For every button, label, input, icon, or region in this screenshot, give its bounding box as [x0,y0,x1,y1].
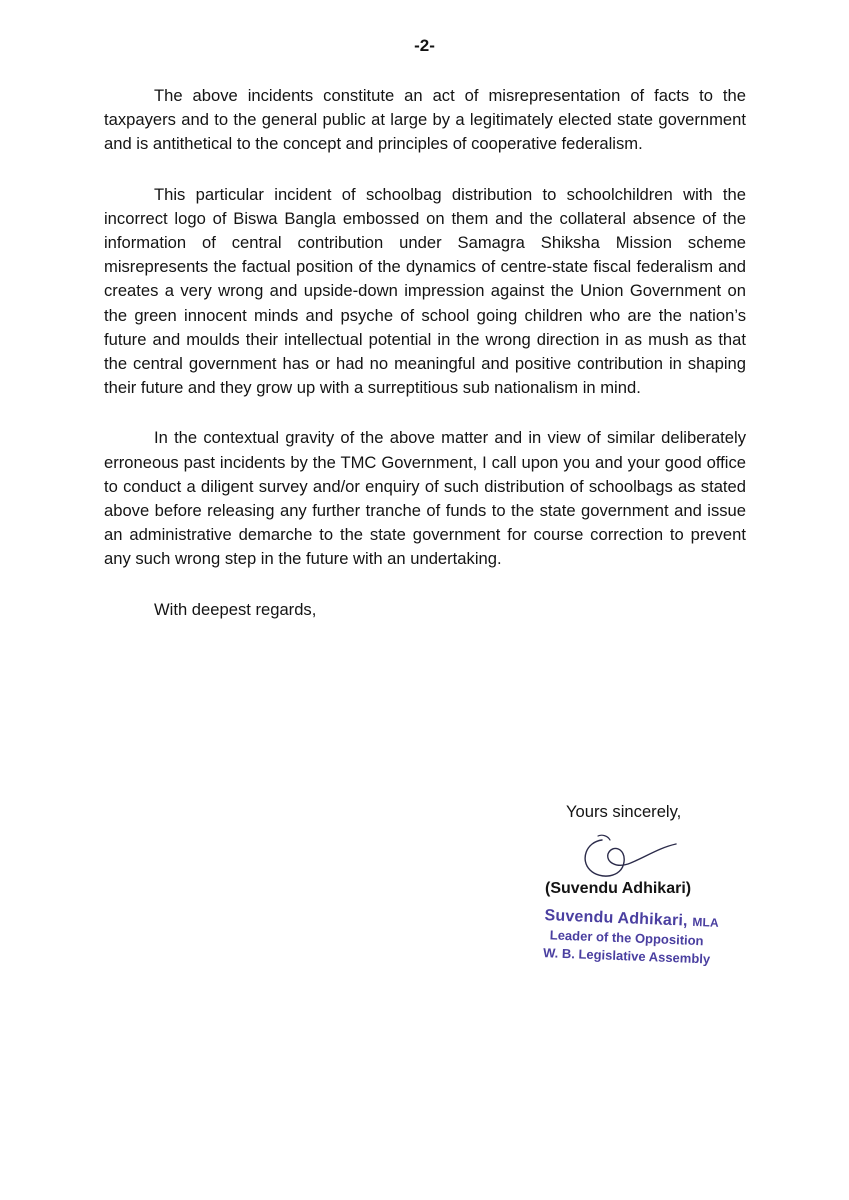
stamp-suffix: MLA [692,914,720,930]
official-stamp [538,904,741,984]
letter-body [104,84,746,622]
signoff-text: Yours sincerely, [566,802,682,821]
paragraph-1: The above incidents constitute an act of misrepresentation of facts to the taxpayers and to the general public at large by a legitimately elected state government and is antithetical to the concept and principles of cooperative federalism. [104,86,746,154]
handwritten-signature [572,826,682,888]
page-number: -2- [414,36,435,55]
stamp-title: Leader of the Opposition [549,927,704,949]
signatory-name: (Suvendu Adhikari) [545,880,692,897]
stamp-institution: W. B. Legislative Assembly [542,945,711,967]
paragraph-3: In the contextual gravity of the above matter and in view of similar deliberately erroneous past incidents by the TMC Government, I call upon you and your good office to conduct a diligent survey and/or enquiry of such distribution of schoolbags as stated above before releasing any further tranche of funds to the state government and issue an administrative demarche to the state government for course correction to prevent any such wrong step in the future with an undertaking. [104,428,746,569]
stamp-name: Suvendu Adhikari, [544,907,689,930]
closing-line: With deepest regards, [154,599,317,619]
paragraph-2: This particular incident of schoolbag distribution to schoolchildren with the incorrect logo of Biswa Bangla embossed on them and the collateral absence of the information of central contribution under Samagra Shiksha Mission scheme misrepresents the factual position of the dynamics of centre-state fiscal federalism and creates a very wrong and upside-down impression against the Union Government on the green innocent minds and psyche of school going children who are the nation’s future and moulds their intellectual potential in the wrong direction in as mush as that the central government has or had no meaningful and positive contribution in shaping their future and they grow up with a surreptitious sub nationalism in mind. [104,184,746,398]
